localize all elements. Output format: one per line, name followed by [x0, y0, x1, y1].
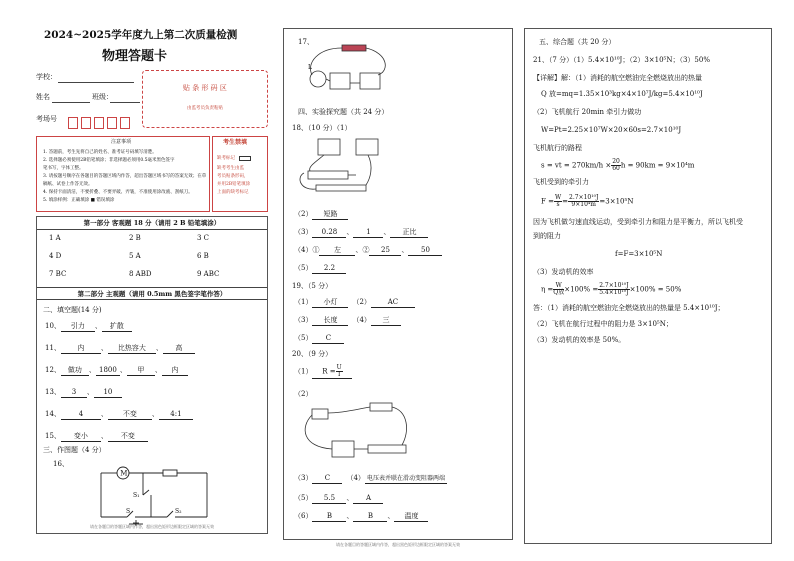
q20-2-label: （2） — [294, 390, 313, 398]
q20-6-answer: （6） B 、 B 、 温度 — [294, 513, 428, 522]
notice-box — [36, 136, 210, 212]
choice-7: 7 BC — [49, 270, 67, 278]
choice-3: 3 C — [197, 234, 210, 242]
q17-circuit-figure — [298, 43, 398, 101]
experiment-section-title: 四、实验探究题（共 24 分） — [298, 108, 389, 116]
choice-2: 2 B — [129, 234, 141, 242]
column-2 — [283, 28, 513, 547]
q19-5-answer: （5） C — [294, 335, 344, 344]
q20-1-answer: （1） R = $\frac{U}{I}$ — [294, 365, 352, 379]
eq-efficiency: η = $\frac{W}{\text{Q放}}$ ×100% = $\frac{\text{2.7×10¹⁰J}}{\text{5.4×10¹⁰J}}$ ×100% = 50% — [541, 282, 682, 296]
q19-1-answer: （1） 小灯 （2） AC — [294, 299, 415, 308]
ban-line: 缺考考生由监 — [217, 166, 244, 171]
q17-label: 17、 — [298, 38, 314, 46]
q19-head: 19、（5 分） — [292, 282, 333, 290]
barcode-area — [142, 70, 268, 128]
detail-label: 【详解】解：（1）消耗的航空燃油完全燃烧放出的热量 — [533, 74, 702, 82]
choice-1: 1 A — [49, 234, 61, 242]
circuit-diagram — [93, 463, 223, 527]
choice-6: 6 B — [197, 252, 209, 260]
q10-answer: 10、 引力 、 扩散 — [45, 323, 132, 332]
part1-title: 第一部分 客观题 18 分（请用 2 B 铅笔填涂） — [37, 217, 267, 230]
q18-4-answer: （4）① 左 、② 25 、 50 — [294, 247, 442, 256]
notice-line: 4. 保持卡面清洁，不要折叠、不要弄破、弄皱，不准使用涂改液、刮纸刀。 — [43, 190, 193, 195]
lamp-label: L — [308, 64, 312, 71]
work-label: （2）飞机航行 20min 牵引力做功 — [533, 108, 642, 116]
q18-head: 18、（10 分）（1） — [292, 124, 352, 132]
q20-circuit-figure — [298, 401, 418, 467]
part2-title: 第二部分 主观题（请用 0.5mm 黑色签字笔作答） — [37, 287, 267, 300]
q19-3-answer: （3） 长度 （4） 三 — [294, 317, 401, 326]
choice-4: 4 D — [49, 252, 62, 260]
answer-card-title: 物理答题卡 — [102, 49, 168, 64]
col1-footer: 请在各题目的答题区域内作答，超出黑色矩形边框限定区域的答案无效 — [90, 524, 214, 529]
barcode-title: 贴 条 形 码 区 — [183, 84, 227, 92]
q15-answer: 15、 变小 、 不变 — [45, 433, 148, 442]
q18-3-answer: （3） 0.28 、 1 、 正比 — [294, 229, 428, 238]
answer-2: （2）飞机在航行过程中的阻力是 3×10⁵N； — [533, 320, 673, 328]
ban-title: 考生禁填 — [223, 139, 248, 146]
eq-heat: Q 放=mq=1.35×10³kg×4×10⁷J/kg=5.4×10¹⁰J — [541, 90, 703, 98]
q13-answer: 13、 3 、 10 — [45, 389, 122, 398]
column-3 — [524, 28, 772, 544]
fill-section-title: 二、填空题(14 分) — [43, 306, 102, 314]
ban-box — [212, 136, 268, 212]
q21-answers: 21、（7 分）（1）5.4×10¹⁰J；（2）3×10⁵N；（3）50% — [533, 56, 710, 64]
switch-s1-label: S₁ — [133, 492, 140, 499]
q20-head: 20、（9 分） — [292, 350, 333, 358]
ban-line: 并用2B铅笔填涂 — [217, 182, 251, 187]
notice-line: 3. 请按题号顺序在各题目的答题区域内作答，超出答题区域书写的答案无效；在草 — [43, 174, 207, 179]
q18-circuit-figure — [294, 133, 400, 201]
class-field[interactable] — [110, 102, 140, 103]
choice-8: 8 ABD — [129, 270, 152, 278]
eq-work: W=Pt=2.25×10⁷W×20×60s=2.7×10¹⁰J — [541, 126, 682, 134]
choice-9: 9 ABC — [197, 270, 220, 278]
choice-5: 5 A — [129, 252, 141, 260]
q16-label: 16、 — [53, 460, 69, 468]
balance-text: 因为飞机做匀速直线运动，受到牵引力和阻力是平衡力，所以飞机受 — [533, 218, 743, 226]
comprehensive-section-title: 五、综合题（共 20 分） — [539, 38, 616, 46]
answer-frame — [36, 216, 268, 534]
eq-friction: f=F=3×10⁵N — [615, 250, 663, 258]
name-label: 姓名 — [36, 93, 50, 101]
notice-title: 注意事项 — [111, 139, 132, 145]
school-label: 学校： — [36, 73, 57, 81]
answer-3: （3）发动机的效率是 50%。 — [533, 336, 626, 344]
eq-force: F = $\frac{W}{s}$ = $\frac{\text{2.7×10¹⁰J}}{\text{9×10⁴m}}$ =3×10⁵N — [541, 194, 634, 208]
exam-no-boxes[interactable] — [68, 112, 133, 131]
ban-line: 上面的缺考标记 — [217, 190, 249, 195]
col2-footer: 请在各题目的答题区域内作答，超出黑色矩形边框限定区域的答案无效 — [336, 542, 460, 547]
switch-s2-label: S₂ — [175, 508, 182, 515]
exam-title: 2024~2025学年度九上第二次质量检测 — [44, 29, 238, 41]
q18-5-answer: （5） 2.2 — [294, 265, 346, 274]
exam-no-label: 考场号 — [36, 115, 57, 123]
motor-label: M — [120, 469, 128, 478]
q11-answer: 11、 内 、 比热容大 、 高 — [45, 345, 195, 354]
answer-1: 答：（1）消耗的航空燃油完全燃烧放出的热量是 5.4×10¹⁰J； — [533, 304, 725, 312]
school-field[interactable] — [58, 82, 134, 83]
balance-text-2: 到的阻力 — [533, 232, 561, 240]
class-label: 班级： — [92, 93, 113, 101]
ban-line: 缺考标记 — [217, 156, 235, 161]
distance-label: 飞机航行的路程 — [533, 144, 582, 152]
force-label: 飞机受到的牵引力 — [533, 178, 589, 186]
eq-distance: s = vt = 270km/h × $\frac{20}{60}$ h = 90km = 9×10⁴m — [541, 158, 695, 172]
switch-s-label: S — [126, 508, 131, 515]
q12-answer: 12、 做功 、 1800 、 甲 、 内 — [45, 367, 188, 376]
name-field[interactable] — [52, 102, 90, 103]
efficiency-label: （3）发动机的效率 — [533, 268, 594, 276]
ban-line: 考员贴条形码， — [217, 174, 249, 179]
absent-mark-box[interactable] — [239, 156, 251, 161]
q20-5-answer: （5） 5.5 、 A — [294, 495, 383, 504]
notice-line: 5. 填涂样例：正确填涂 ■ 错误填涂 — [43, 198, 115, 203]
q14-answer: 14、 4 、 不变 、 4:1 — [45, 411, 193, 420]
notice-line: 1. 答题前，考生先将自己的姓名、准考证号码填写清楚。 — [43, 150, 157, 155]
barcode-note: 由监考员负责粘贴 — [187, 106, 223, 111]
q20-3-answer: （3） C （4） 电压表并联在滑动变阻器两端 — [294, 474, 445, 482]
notice-line: 2. 选择题必须使用2B铅笔填涂；非选择题必须用0.5毫米黑色签字 — [43, 158, 175, 163]
draw-section-title: 三、作图题（4 分） — [43, 446, 106, 454]
notice-line: 稿纸、试卷上作答无效。 — [43, 182, 93, 187]
column-1 — [32, 26, 272, 536]
q18-2-answer: （2） 短路 — [294, 211, 348, 220]
notice-line: 笔书写，字体工整。 — [43, 166, 84, 171]
